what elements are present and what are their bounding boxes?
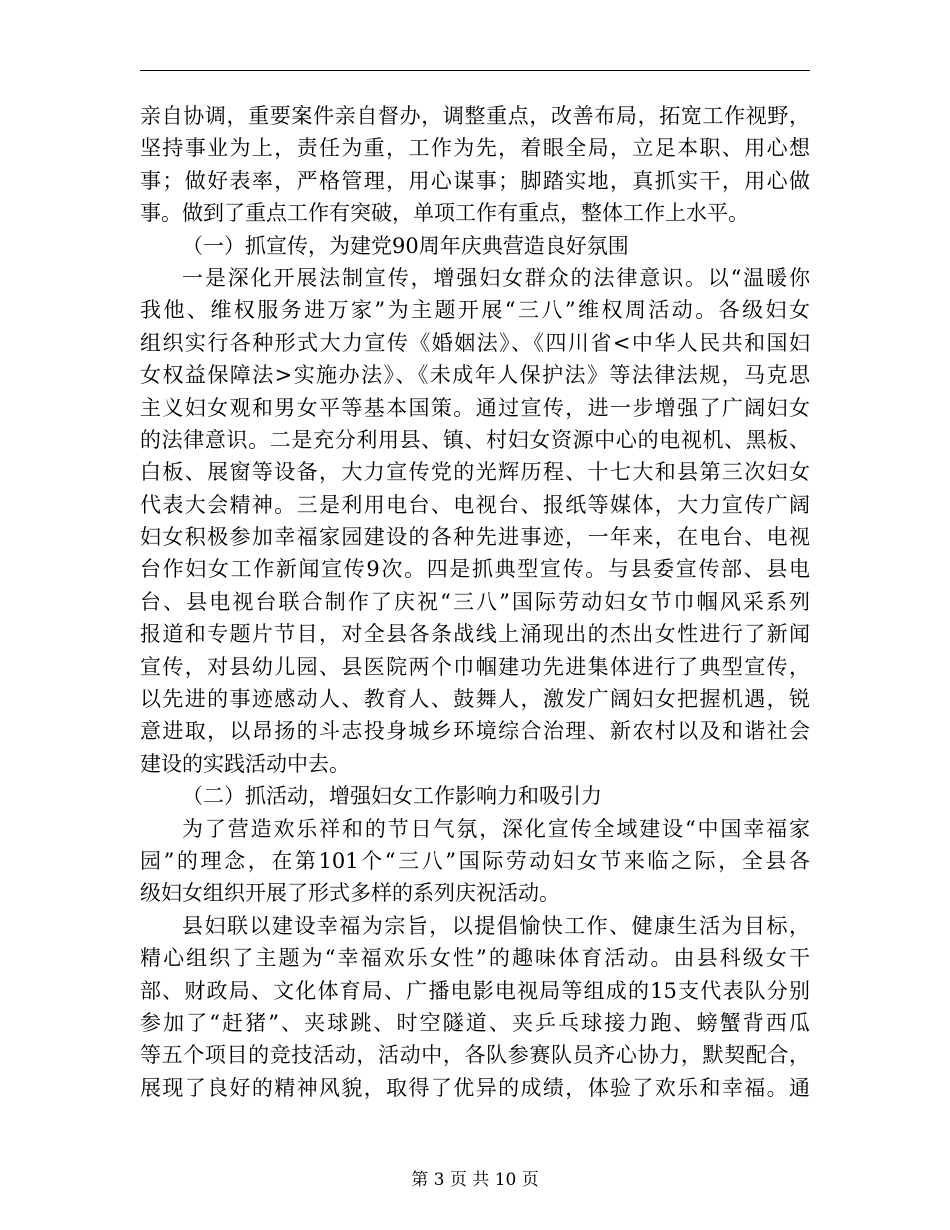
- text-line: 一是深化开展法制宣传，增强妇女群众的法律意识。以“温暖你: [182, 265, 810, 290]
- text-line: 以先进的事迹感动人、教育人、鼓舞人，激发广阔妇女把握机遇，锐: [140, 687, 810, 712]
- text-line: 的法律意识。二是充分利用县、镇、村妇女资源中心的电视机、黑板、: [140, 427, 810, 452]
- text-line: 台作妇女工作新闻宣传9次。四是抓典型宣传。与县委宣传部、县电: [140, 557, 810, 582]
- text-line: 台、县电视台联合制作了庆祝“三八”国际劳动妇女节巾帼风采系列: [140, 589, 810, 614]
- text-line: 等五个项目的竞技活动，活动中，各队参赛队员齐心协力，默契配合，: [140, 1043, 810, 1068]
- text-line: 县妇联以建设幸福为宗旨，以提倡愉快工作、健康生活为目标，: [182, 913, 810, 938]
- text-line: 参加了“赶猪”、夹球跳、时空隧道、夹乒乓球接力跑、螃蟹背西瓜: [140, 1010, 810, 1035]
- text-line: 组织实行各种形式大力宣传《婚姻法》、《四川省<中华人民共和国妇: [140, 330, 810, 355]
- text-line: 事；做好表率，严格管理，用心谋事；脚踏实地，真抓实干，用心做: [140, 168, 810, 193]
- text-line: 女权益保障法>实施办法》、《未成年人保护法》等法律法规，马克思: [140, 363, 810, 388]
- text-line: 我他、维权服务进万家”为主题开展“三八”维权周活动。各级妇女: [140, 298, 810, 323]
- text-line: 级妇女组织开展了形式多样的系列庆祝活动。: [140, 881, 560, 906]
- header-rule: [140, 70, 810, 71]
- text-line: 部、财政局、文化体育局、广播电影电视局等组成的15支代表队分别: [140, 978, 810, 1003]
- text-line: 主义妇女观和男女平等基本国策。通过宣传，进一步增强了广阔妇女: [140, 395, 810, 420]
- text-line: 园”的理念，在第101个“三八”国际劳动妇女节来临之际，全县各: [140, 848, 810, 873]
- text-line: 宣传，对县幼儿园、县医院两个巾帼建功先进集体进行了典型宣传，: [140, 654, 810, 679]
- text-line: 白板、展窗等设备，大力宣传党的光辉历程、十七大和县第三次妇女: [140, 460, 810, 485]
- page-footer: 第 3 页 共 10 页: [411, 1170, 539, 1190]
- text-line: 亲自协调，重要案件亲自督办，调整重点，改善布局，拓宽工作视野，: [140, 104, 810, 128]
- body-text: [140, 100, 810, 1104]
- text-line: 坚持事业为上，责任为重，工作为先，着眼全局，立足本职、用心想: [140, 136, 810, 161]
- text-line: （二）抓活动，增强妇女工作影响力和吸引力: [182, 784, 602, 809]
- text-line: 报道和专题片节目，对全县各条战线上涌现出的杰出女性进行了新闻: [140, 622, 810, 647]
- text-line: 妇女积极参加幸福家园建设的各种先进事迹，一年来，在电台、电视: [140, 525, 810, 550]
- text-line: 代表大会精神。三是利用电台、电视台、报纸等媒体，大力宣传广阔: [140, 492, 810, 517]
- text-line: （一）抓宣传，为建党90周年庆典营造良好氛围: [182, 233, 629, 258]
- text-line: 意进取，以昂扬的斗志投身城乡环境综合治理、新农村以及和谐社会: [140, 719, 810, 744]
- text-line: 精心组织了主题为“幸福欢乐女性”的趣味体育活动。由县科级女干: [140, 946, 810, 971]
- text-line: 建设的实践活动中去。: [140, 751, 350, 776]
- text-line: 事。做到了重点工作有突破，单项工作有重点，整体工作上水平。: [140, 201, 749, 226]
- text-line: 为了营造欢乐祥和的节日气氛，深化宣传全域建设“中国幸福家: [182, 816, 810, 841]
- text-line: 展现了良好的精神风貌，取得了优异的成绩，体验了欢乐和幸福。通: [140, 1075, 810, 1100]
